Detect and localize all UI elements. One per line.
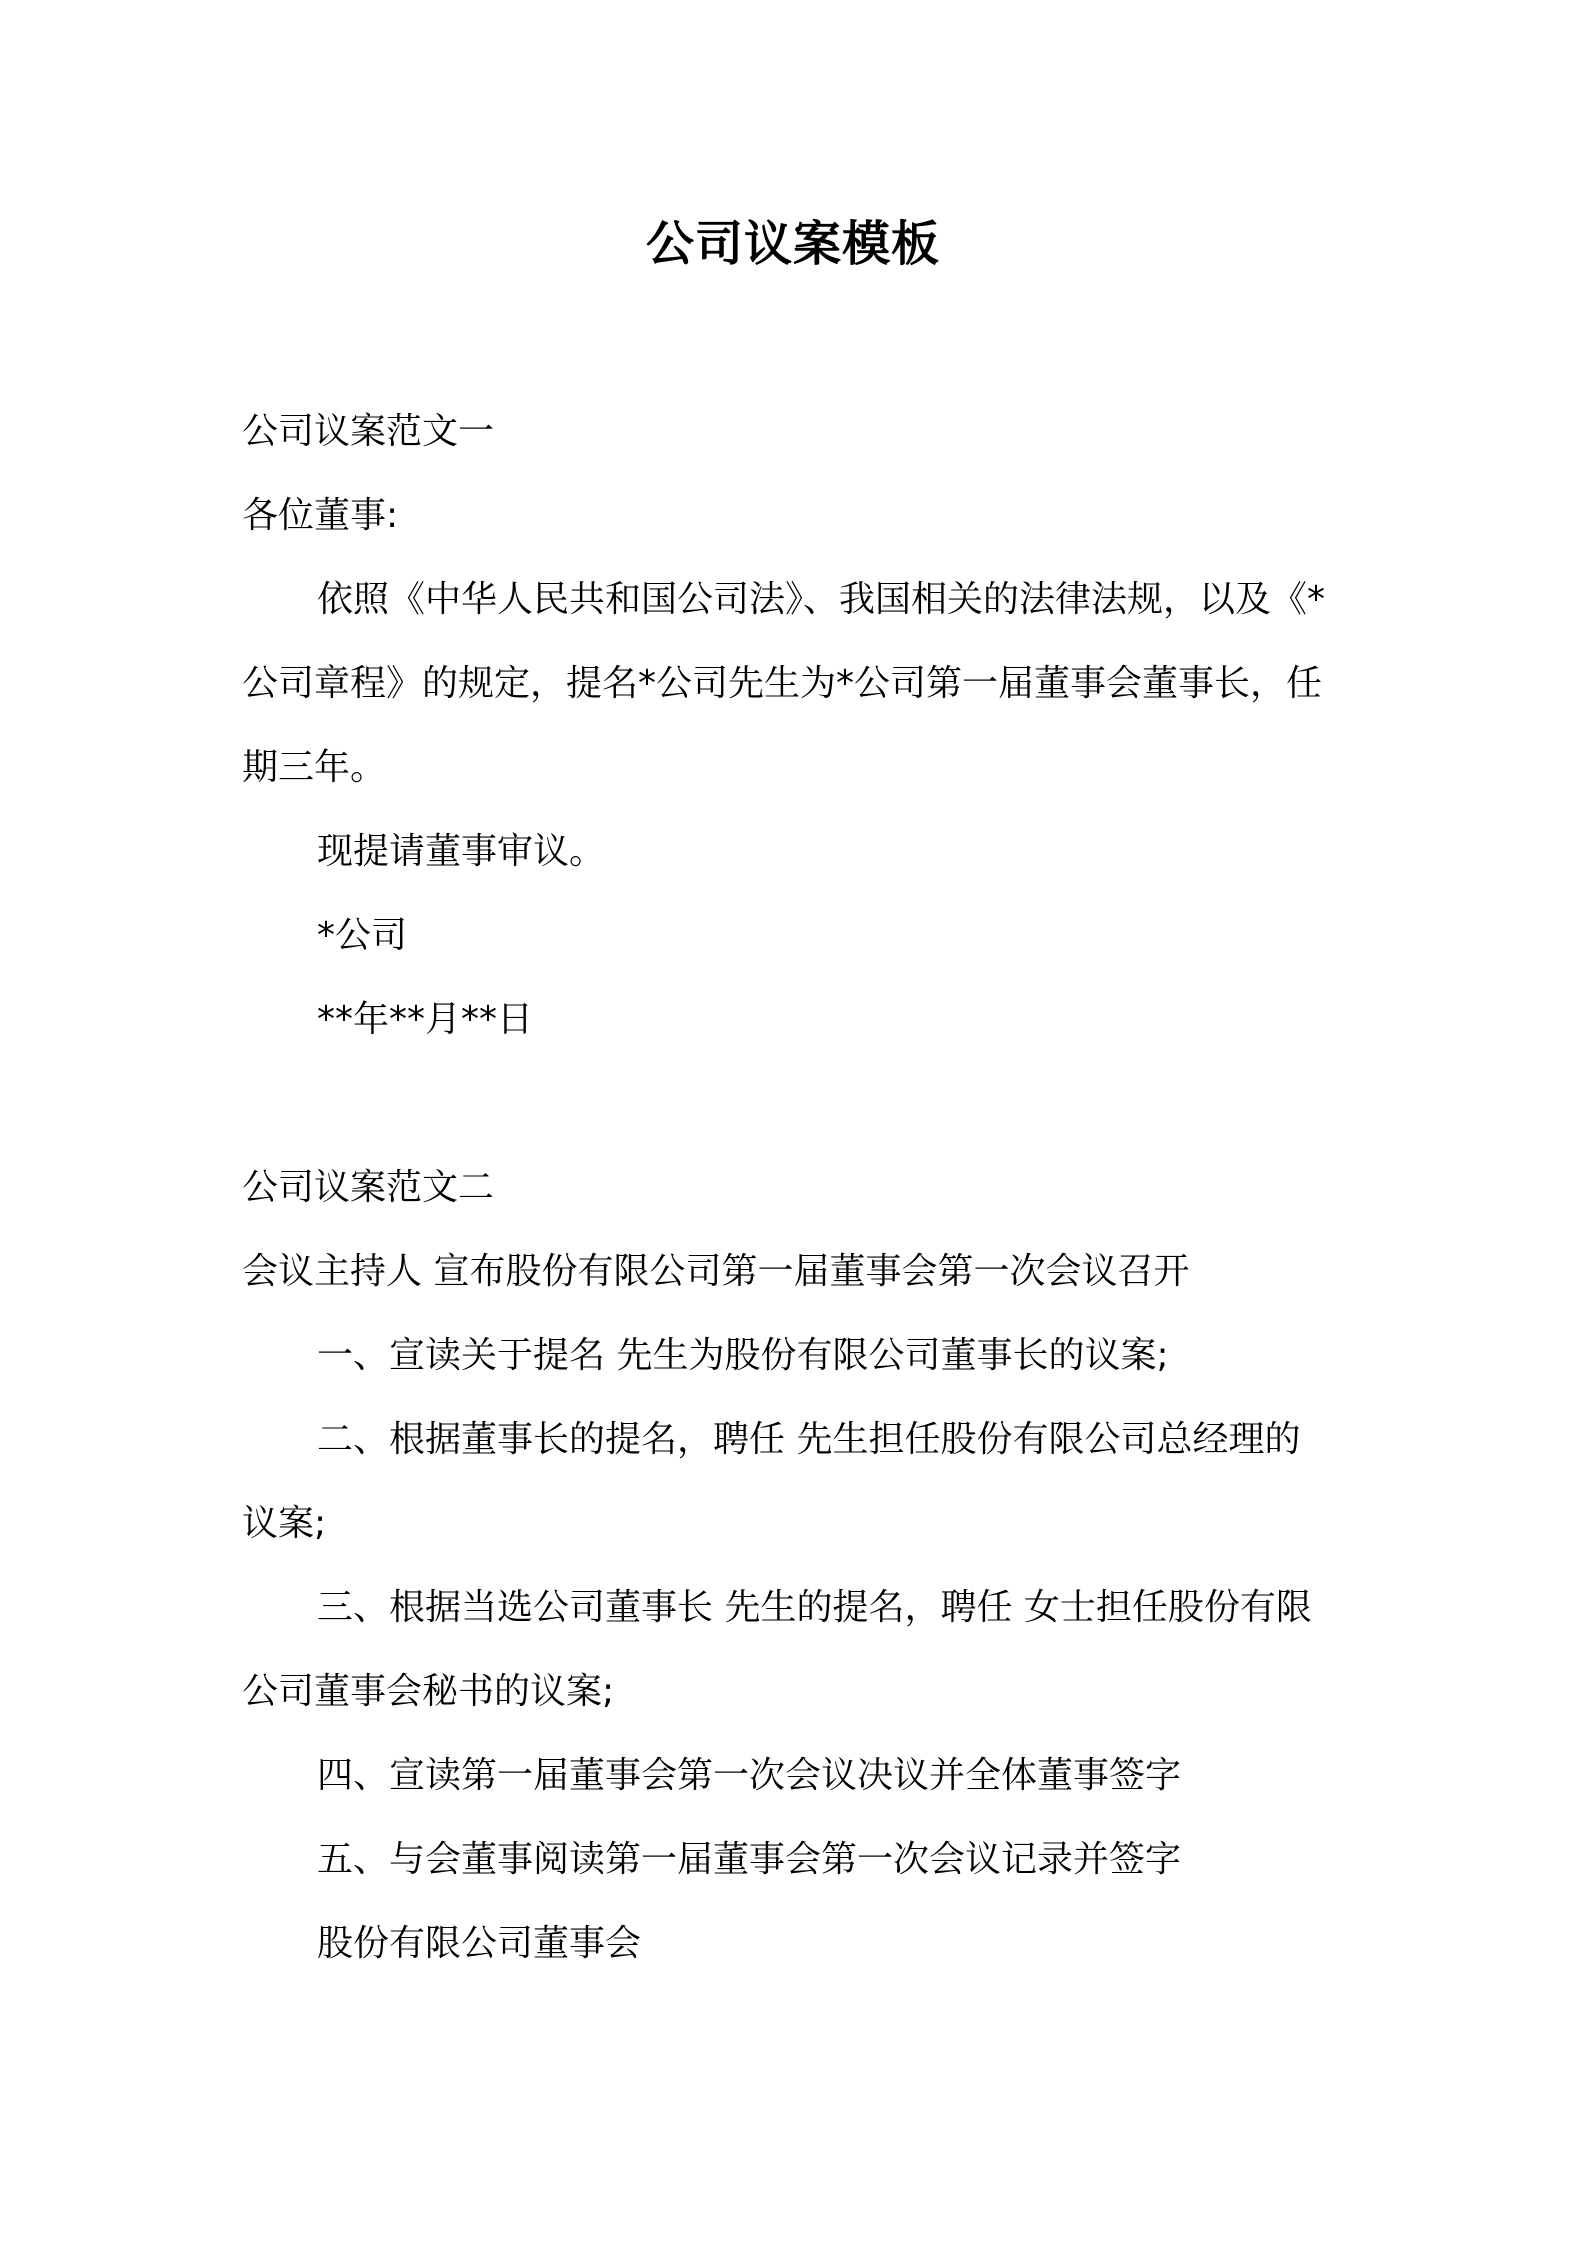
- section2-item-2-line-2: 议案;: [242, 1503, 327, 1544]
- section1-paragraph-line-2: 公司章程》的规定，提名*公司先生为*公司第一届董事会董事长，任: [242, 663, 1323, 704]
- section2-item-2-line-1: 二、根据董事长的提名，聘任 先生担任股份有限公司总经理的: [317, 1419, 1301, 1460]
- document-title: 公司议案模板: [645, 216, 940, 272]
- section1-paragraph-line-3: 期三年。: [242, 747, 387, 788]
- section2-signer: 股份有限公司董事会: [317, 1923, 642, 1964]
- section2-item-3-line-1: 三、根据当选公司董事长 先生的提名，聘任 女士担任股份有限: [317, 1587, 1312, 1628]
- section2-item-5: 五、与会董事阅读第一届董事会第一次会议记录并签字: [317, 1839, 1182, 1880]
- section1-signer: *公司: [317, 915, 408, 956]
- section1-request: 现提请董事审议。: [317, 831, 606, 872]
- section1-paragraph-line-1: 依照《中华人民共和国公司法》、我国相关的法律法规，以及《*: [317, 579, 1326, 620]
- section2-item-3-line-2: 公司董事会秘书的议案;: [242, 1671, 615, 1712]
- section2-heading: 公司议案范文二: [242, 1167, 495, 1208]
- section1-salutation: 各位董事:: [242, 495, 399, 536]
- section2-opening: 会议主持人 宣布股份有限公司第一届董事会第一次会议召开: [242, 1251, 1190, 1292]
- section2-item-4: 四、宣读第一届董事会第一次会议决议并全体董事签字: [317, 1755, 1182, 1796]
- section2-item-1: 一、宣读关于提名 先生为股份有限公司董事长的议案;: [317, 1335, 1169, 1376]
- section1-heading: 公司议案范文一: [242, 411, 495, 452]
- section1-date: **年**月**日: [317, 999, 534, 1040]
